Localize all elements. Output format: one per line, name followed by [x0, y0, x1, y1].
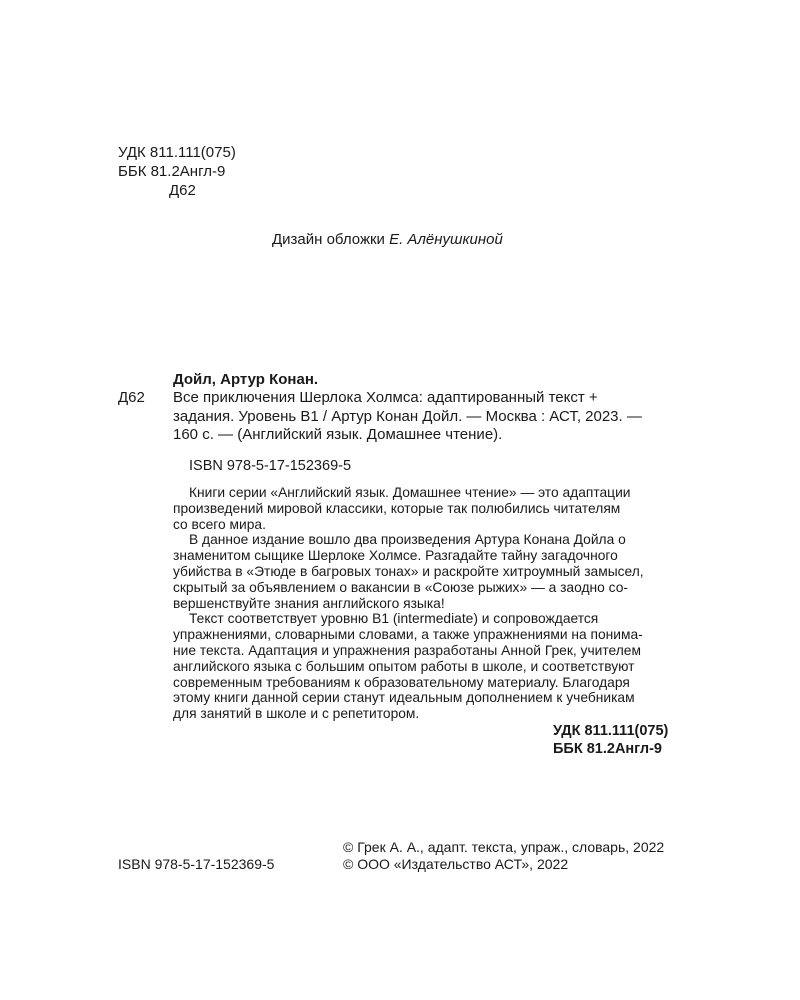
description-line: задания. Уровень В1 / Артур Конан Дойл. — Москва : АСТ, 2023. —	[173, 407, 642, 425]
copyright-block	[343, 839, 664, 873]
description-line: 160 с. — (Английский язык. Домашнее чтение).	[173, 426, 503, 443]
entry-author-code: Д62	[118, 389, 145, 406]
annotation	[173, 485, 695, 722]
copyright-adaptation: © Грек А. А., адапт. текста, упраж., словарь, 2022	[343, 839, 665, 855]
header-udk: УДК 811.111(075)	[118, 144, 236, 161]
cover-design-credit	[272, 231, 503, 248]
annotation-line: Книги серии «Английский язык. Домашнее чтение» — это адаптации	[189, 485, 631, 500]
annotation-line: В данное издание вошло два произведения Артура Конана Дойла о	[189, 532, 626, 548]
header-bbk: ББК 81.2Англ-9	[118, 163, 226, 180]
classification-udk: УДК 811.111(075)	[553, 723, 669, 739]
classification-block	[553, 722, 668, 758]
annotation-line: произведений мировой классики, которые так полюбились читателям	[173, 500, 621, 516]
annotation-line: убийства в «Этюде в багровых тонах» и раскройте хитроумный замысел,	[173, 563, 644, 579]
annotation-line: английского языка с большим опытом работы в школе, и соответствуют	[173, 658, 635, 674]
annotation-line: упражнениями, словарными словами, а также упражнениями на понима-	[173, 627, 643, 643]
annotation-line: для занятий в школе и с репетитором.	[173, 706, 420, 722]
cover-designer-name: Е. Алёнушкиной	[389, 231, 503, 248]
annotation-line: со всего мира.	[173, 516, 266, 532]
entry-isbn: ISBN 978-5-17-152369-5	[189, 458, 352, 474]
annotation-line: знаменитом сыщике Шерлоке Холмсе. Разгадайте тайну загадочного	[173, 548, 618, 564]
annotation-line: современным требованиям к образовательному материалу. Благодаря	[173, 674, 630, 690]
footer-isbn: ISBN 978-5-17-152369-5	[118, 856, 275, 872]
classification-bbk: ББК 81.2Англ-9	[553, 741, 662, 757]
annotation-line: вершенствуйте знания английского языка!	[173, 595, 445, 611]
entry-description	[173, 389, 693, 445]
cover-credit-label: Дизайн обложки	[272, 231, 390, 248]
description-line: Все приключения Шерлока Холмса: адаптированный текст +	[173, 389, 598, 406]
entry-author: Дойл, Артур Конан.	[173, 371, 319, 388]
header-classification	[118, 143, 236, 200]
annotation-line: этому книги данной серии станут идеальным дополнением к учебникам	[173, 690, 635, 706]
annotation-line: ние текста. Адаптация и упражнения разработаны Анной Грек, учителем	[173, 642, 641, 658]
annotation-line: скрытый за объявлением о вакансии в «Союзе рыжих» — а заодно со-	[173, 579, 628, 595]
header-author-code: Д62	[169, 182, 196, 199]
annotation-line: Текст соответствует уровню В1 (intermediate) и сопровождается	[189, 611, 599, 627]
copyright-publisher: © ООО «Издательство АСТ», 2022	[343, 856, 569, 872]
